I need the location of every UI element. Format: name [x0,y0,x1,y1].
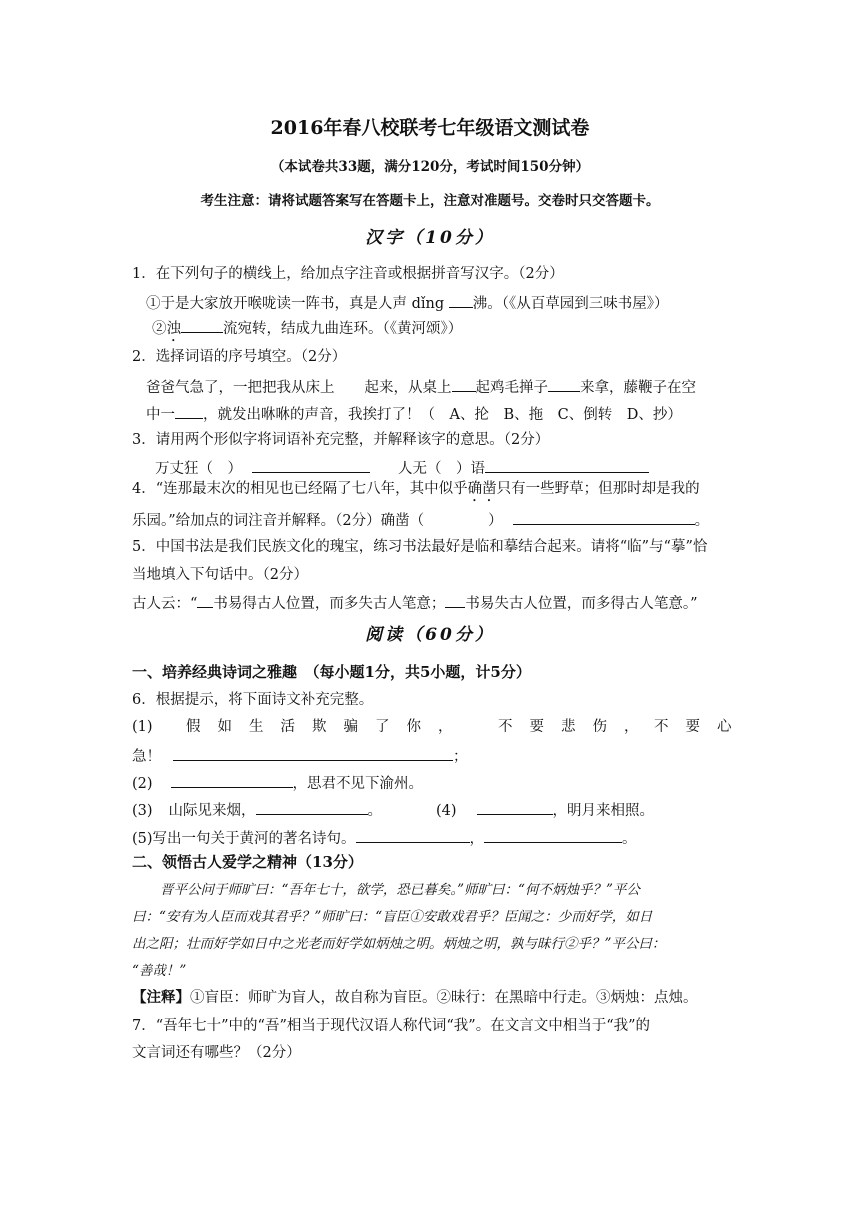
q5-blank-1[interactable] [197,592,213,608]
q4-period: 。 [694,513,710,529]
question-6-item-5 [132,827,637,849]
passage-line-4: “善哉！” [132,963,187,979]
passage-line-3: 出之阳；壮而好学如日中之光老而好学如炳烛之明。炳烛之明，孰与昧行②乎？”平公曰： [132,936,666,952]
q5-text-c: 书易失古人位置，而多得古人笔意。” [465,596,698,612]
section-heading-hanzi: 汉字（10分） [365,228,495,248]
part-2-heading: 二、领悟古人爱学之精神（13分） [132,853,363,871]
q6-blank-2[interactable] [171,772,293,788]
q6-num-4: (4) [436,803,457,819]
question-7-line-2: 文言词还有哪些？（2分） [132,1045,301,1061]
q6-blank-5b[interactable] [484,827,622,843]
q1-b-text: 流宛转，结成九曲连环。（《黄河颂》） [223,321,463,337]
q6-period-3: 。 [367,803,383,819]
q6-blank-3[interactable] [256,799,368,815]
q2-text-b: 起来，从桌上 [364,380,452,396]
question-6-stem: 6．根据提示，将下面诗文补充完整。 [132,692,374,708]
q2-text-d: 来拿，藤鞭子在空 [580,380,696,396]
question-5-line-1: 5．中国书法是我们民族文化的瑰宝，练习书法最好是临和摹结合起来。请将“临”与“摹”恰 [132,539,708,555]
q5-text-a: 古人云：“ [132,596,198,612]
question-5-line-3 [132,592,698,614]
q2-blank-4[interactable] [175,403,203,419]
question-3-item-2 [398,457,649,479]
q2-options: ，就发出咻咻的声音，我挨打了！（ A、抡 B、拖 C、倒转 D、抄） [203,407,682,423]
annotation-text: ①盲臣：师旷为盲人，故自称为盲臣。②昧行：在黑暗中行走。③炳烛：点烛。 [190,990,698,1006]
q6-blank-1[interactable] [173,745,453,761]
question-6-item-3 [132,799,382,821]
section-heading-reading: 阅读（60分） [365,625,495,645]
q3-word-2: 人无（ ）语 [398,461,485,477]
q1-a-pinyin: dǐng [407,296,449,312]
question-6-item-1-cont [132,745,468,767]
part-1-heading: 一、培养经典诗词之雅趣 （每小题1分，共5小题，计5分） [132,663,531,681]
q4-dotted-word: 确凿 [467,481,497,497]
q6-blank-4[interactable] [477,799,553,815]
passage-line-1: 晋平公问于师旷曰：“吾年七十，欲学，恐已暮矣。”师旷曰：“何不炳烛乎？”平公 [160,882,640,898]
q6-poem-1b: 不要悲伤， [498,719,656,735]
q1-b-dotted-char: 浊 [166,321,181,337]
question-6-item-1 [132,717,749,737]
q6-blank-5a[interactable] [356,827,470,843]
passage-line-2: 曰：“安有为人臣而戏其君乎？”师旷曰：“盲臣①安敢戏君乎？臣闻之：少而好学，如日 [132,909,653,925]
q6-num-3: (3) [132,803,153,819]
q6-comma: ， [469,831,485,847]
q1-a-blank[interactable] [449,292,473,308]
q2-blank-2[interactable] [452,376,476,392]
question-1-item-b [152,317,462,345]
annotation [132,988,698,1008]
question-4-line-2 [132,509,709,531]
q5-blank-2[interactable] [445,592,465,608]
q5-text-b: 书易得古人位置，而多失古人笔意； [213,596,446,612]
q6-poem-1a: 假如生活欺骗了你， [186,719,470,735]
q6-semicolon: ； [453,749,468,765]
q6-poem-3: 山际见来烟， [168,803,256,819]
question-6-item-4 [436,799,654,821]
q4-text-a: 4．“连那最末次的相见也已经隔了七八年，其中似乎 [132,481,468,497]
q6-poem-1c: 不要心 [654,719,749,735]
q6-num-1: (1) [132,719,153,735]
question-1-item-a [146,292,669,314]
q2-text-c: 起鸡毛掸子 [475,380,548,396]
q1-a-text: ①于是大家放开喉咙读一阵书，真是人声 [146,296,407,312]
q6-poem-2: ，思君不见下渝州。 [292,776,424,792]
question-7-line-1: 7．“吾年七十”中的“吾”相当于现代汉语人称代词“我”。在文言文中相当于“我”的 [132,1018,651,1034]
q2-blank-3[interactable] [548,376,580,392]
exam-info: （本试卷共33题，满分120分，考试时间150分钟） [270,159,590,175]
page-title: 2016年春八校联考七年级语文测试卷 [270,117,590,139]
question-2-line-2 [146,403,682,425]
q4-explain-blank[interactable] [513,509,695,525]
question-3-item-1 [155,457,370,479]
annotation-label: 【注释】 [132,989,190,1006]
q3-blank-1[interactable] [252,457,370,473]
q6-item-5-text: (5)写出一句关于黄河的著名诗句。 [132,831,356,847]
q6-num-2: (2) [132,776,153,792]
q3-word-1: 万丈狂（ ） [155,461,242,477]
q1-b-blank[interactable] [181,317,223,333]
question-5-line-2: 当地填入下句话中。（2分） [132,567,308,583]
question-1-stem: 1．在下列句子的横线上，给加点字注音或根据拼音写汉字。（2分） [132,266,564,282]
q2-text-e: 中一 [146,407,175,423]
question-6-item-2 [132,772,423,794]
q4-text-c: 乐园。”给加点的词注音并解释。（2分）确凿（ [132,513,425,529]
exam-notice: 考生注意：请将试题答案写在答题卡上，注意对准题号。交卷时只交答题卡。 [200,193,660,209]
q2-text-a: 爸爸气急了，一把把我从床上 [146,380,335,396]
q6-poem-4: ，明月来相照。 [552,803,655,819]
q1-b-num: ② [152,321,167,337]
q4-text-b: 只有一些野草；但那时却是我的 [496,481,700,497]
q3-blank-2[interactable] [485,457,649,473]
q6-poem-1d: 急！ [132,749,161,765]
q6-period-5: 。 [622,831,637,847]
q1-a-source: 沸。（《从百草园到三味书屋》） [472,296,669,312]
question-3-stem: 3．请用两个形似字将词语补充完整，并解释该字的意思。（2分） [132,432,550,448]
q4-text-d: ） [488,513,503,529]
question-4-line-1 [132,479,700,505]
question-2-stem: 2．选择词语的序号填空。（2分） [132,349,347,365]
question-2-line-1 [146,376,696,398]
